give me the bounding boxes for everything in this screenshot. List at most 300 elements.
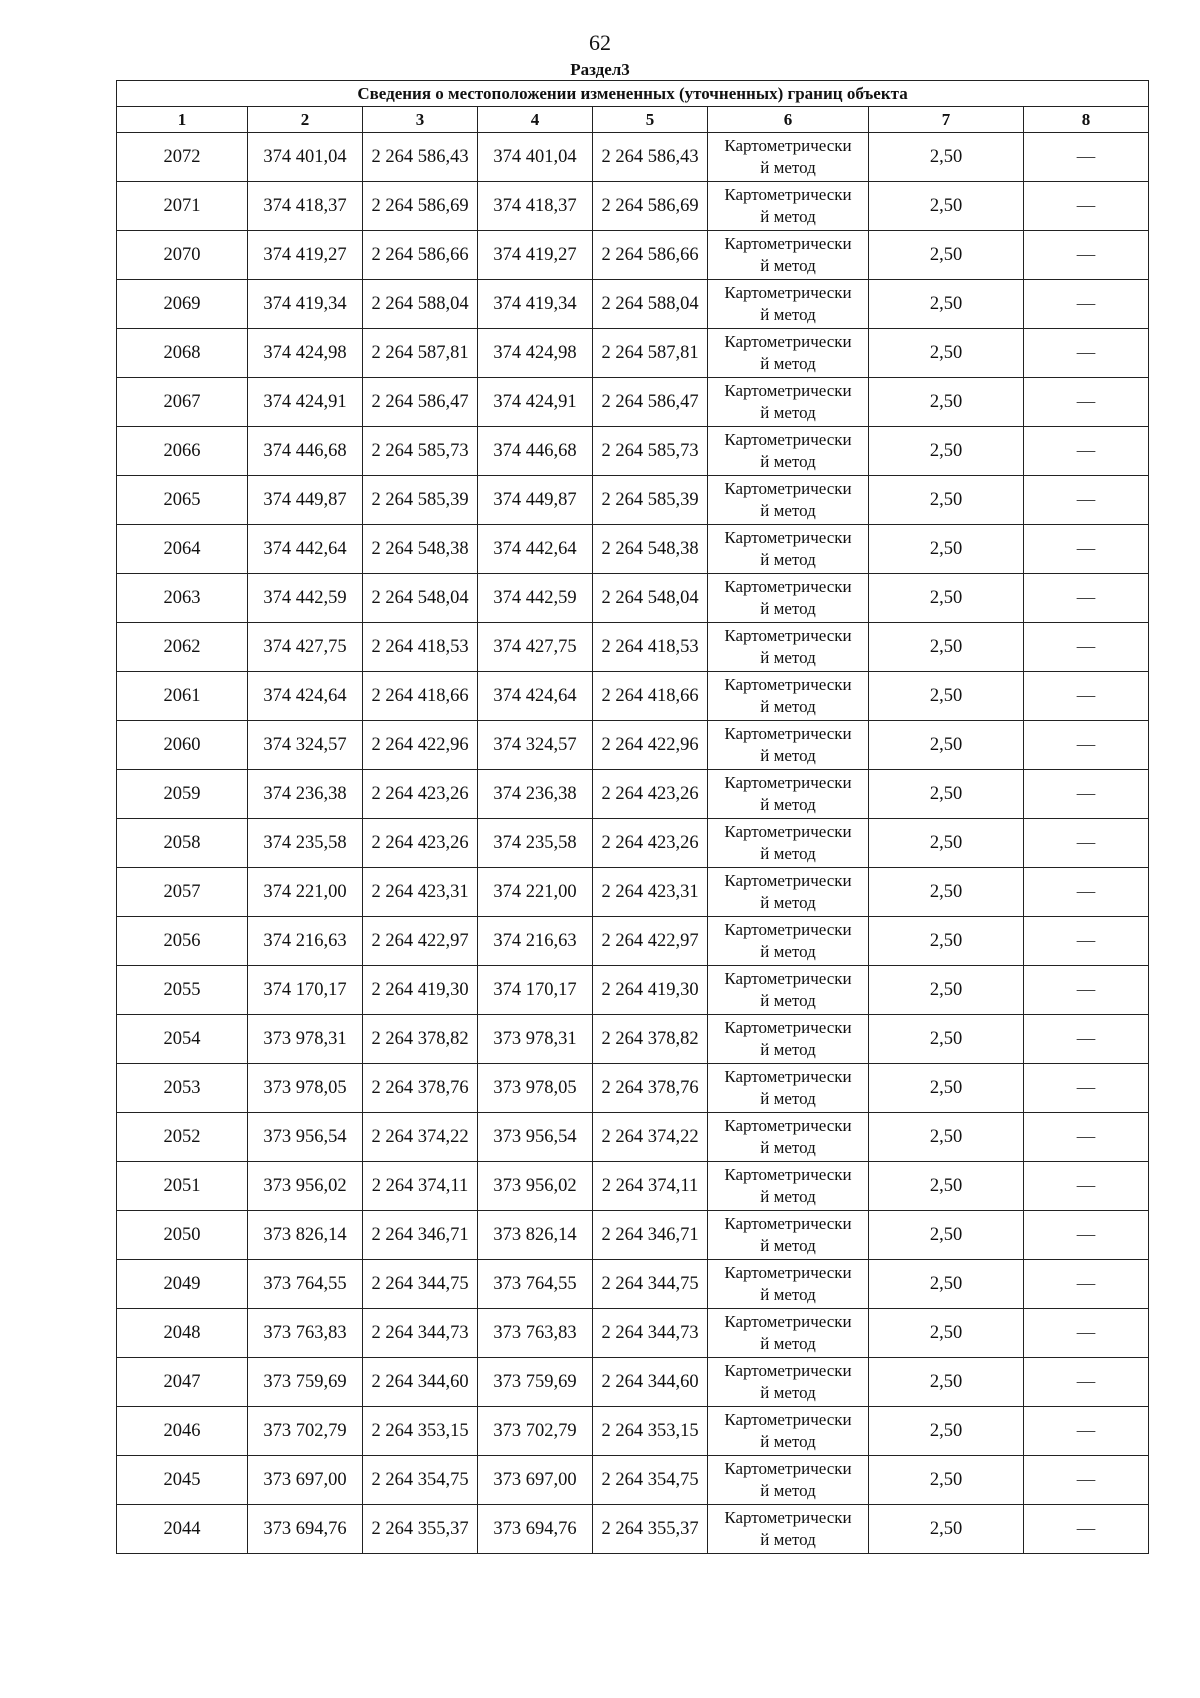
point-number: 2067 (117, 378, 248, 427)
column-number: 5 (593, 107, 708, 133)
column-number: 1 (117, 107, 248, 133)
point-number: 2044 (117, 1505, 248, 1554)
method-text-line-1: Картометрически (724, 675, 852, 694)
accuracy-value: 2,50 (869, 1015, 1024, 1064)
x-coordinate-new: 374 442,64 (478, 525, 593, 574)
accuracy-value: 2,50 (869, 1505, 1024, 1554)
empty-value-dash: — (1024, 280, 1149, 329)
point-number: 2053 (117, 1064, 248, 1113)
x-coordinate-old: 374 418,37 (248, 182, 363, 231)
method-text-line-1: Картометрически (724, 626, 852, 645)
accuracy-value: 2,50 (869, 231, 1024, 280)
method-text-line-1: Картометрически (724, 185, 852, 204)
y-coordinate-old: 2 264 353,15 (363, 1407, 478, 1456)
method-text-line-1: Картометрически (724, 920, 852, 939)
table-row (117, 574, 1149, 623)
y-coordinate-old: 2 264 548,04 (363, 574, 478, 623)
empty-value-dash: — (1024, 623, 1149, 672)
x-coordinate-new: 374 418,37 (478, 182, 593, 231)
y-coordinate-new: 2 264 355,37 (593, 1505, 708, 1554)
method-text-line-1: Картометрически (724, 1263, 852, 1282)
point-number: 2056 (117, 917, 248, 966)
y-coordinate-old: 2 264 419,30 (363, 966, 478, 1015)
y-coordinate-old: 2 264 374,22 (363, 1113, 478, 1162)
x-coordinate-old: 374 424,64 (248, 672, 363, 721)
y-coordinate-new: 2 264 418,66 (593, 672, 708, 721)
empty-value-dash: — (1024, 182, 1149, 231)
x-coordinate-old: 374 221,00 (248, 868, 363, 917)
y-coordinate-new: 2 264 586,43 (593, 133, 708, 182)
x-coordinate-new: 374 427,75 (478, 623, 593, 672)
empty-value-dash: — (1024, 1064, 1149, 1113)
x-coordinate-old: 374 235,58 (248, 819, 363, 868)
method-text-line-1: Картометрически (724, 283, 852, 302)
y-coordinate-new: 2 264 418,53 (593, 623, 708, 672)
method-text-line-2: й метод (760, 942, 816, 961)
method-text-line-2: й метод (760, 795, 816, 814)
method-text-line-1: Картометрически (724, 1410, 852, 1429)
empty-value-dash: — (1024, 329, 1149, 378)
table-row (117, 1064, 1149, 1113)
method-cell (708, 1358, 869, 1407)
accuracy-value: 2,50 (869, 721, 1024, 770)
x-coordinate-old: 374 419,27 (248, 231, 363, 280)
method-cell (708, 770, 869, 819)
table-body (117, 133, 1149, 1554)
table-row (117, 1113, 1149, 1162)
x-coordinate-old: 373 956,02 (248, 1162, 363, 1211)
empty-value-dash: — (1024, 721, 1149, 770)
x-coordinate-old: 374 401,04 (248, 133, 363, 182)
section-title: Раздел3 (570, 60, 630, 79)
method-text-line-1: Картометрически (724, 1361, 852, 1380)
method-cell (708, 1064, 869, 1113)
empty-value-dash: — (1024, 1505, 1149, 1554)
accuracy-value: 2,50 (869, 133, 1024, 182)
x-coordinate-old: 374 324,57 (248, 721, 363, 770)
method-text-line-2: й метод (760, 844, 816, 863)
y-coordinate-old: 2 264 378,76 (363, 1064, 478, 1113)
y-coordinate-new: 2 264 344,60 (593, 1358, 708, 1407)
empty-value-dash: — (1024, 1309, 1149, 1358)
y-coordinate-old: 2 264 585,73 (363, 427, 478, 476)
method-text-line-2: й метод (760, 305, 816, 324)
y-coordinate-new: 2 264 374,11 (593, 1162, 708, 1211)
x-coordinate-new: 373 956,54 (478, 1113, 593, 1162)
x-coordinate-new: 374 449,87 (478, 476, 593, 525)
point-number: 2064 (117, 525, 248, 574)
y-coordinate-old: 2 264 344,60 (363, 1358, 478, 1407)
y-coordinate-old: 2 264 344,75 (363, 1260, 478, 1309)
table-row (117, 966, 1149, 1015)
point-number: 2060 (117, 721, 248, 770)
y-coordinate-new: 2 264 588,04 (593, 280, 708, 329)
x-coordinate-new: 373 826,14 (478, 1211, 593, 1260)
method-cell (708, 329, 869, 378)
column-number: 6 (708, 107, 869, 133)
y-coordinate-new: 2 264 586,69 (593, 182, 708, 231)
empty-value-dash: — (1024, 525, 1149, 574)
y-coordinate-old: 2 264 423,26 (363, 819, 478, 868)
table-row (117, 280, 1149, 329)
method-cell (708, 378, 869, 427)
empty-value-dash: — (1024, 868, 1149, 917)
method-cell (708, 574, 869, 623)
empty-value-dash: — (1024, 1456, 1149, 1505)
x-coordinate-new: 374 170,17 (478, 966, 593, 1015)
method-text-line-1: Картометрически (724, 773, 852, 792)
table-row (117, 182, 1149, 231)
x-coordinate-old: 373 956,54 (248, 1113, 363, 1162)
y-coordinate-old: 2 264 586,66 (363, 231, 478, 280)
x-coordinate-new: 374 235,58 (478, 819, 593, 868)
empty-value-dash: — (1024, 133, 1149, 182)
method-text-line-2: й метод (760, 991, 816, 1010)
method-cell (708, 1407, 869, 1456)
method-text-line-2: й метод (760, 746, 816, 765)
y-coordinate-new: 2 264 586,47 (593, 378, 708, 427)
column-number: 7 (869, 107, 1024, 133)
method-cell (708, 182, 869, 231)
method-text-line-1: Картометрически (724, 724, 852, 743)
table-row (117, 770, 1149, 819)
x-coordinate-old: 373 697,00 (248, 1456, 363, 1505)
empty-value-dash: — (1024, 770, 1149, 819)
x-coordinate-old: 374 424,91 (248, 378, 363, 427)
method-text-line-2: й метод (760, 1530, 816, 1549)
column-number: 2 (248, 107, 363, 133)
y-coordinate-old: 2 264 378,82 (363, 1015, 478, 1064)
point-number: 2047 (117, 1358, 248, 1407)
y-coordinate-new: 2 264 587,81 (593, 329, 708, 378)
x-coordinate-old: 374 449,87 (248, 476, 363, 525)
x-coordinate-old: 373 763,83 (248, 1309, 363, 1358)
point-number: 2066 (117, 427, 248, 476)
y-coordinate-new: 2 264 419,30 (593, 966, 708, 1015)
empty-value-dash: — (1024, 1260, 1149, 1309)
x-coordinate-old: 374 236,38 (248, 770, 363, 819)
x-coordinate-new: 373 978,31 (478, 1015, 593, 1064)
y-coordinate-new: 2 264 423,26 (593, 770, 708, 819)
column-number: 8 (1024, 107, 1149, 133)
method-text-line-2: й метод (760, 1089, 816, 1108)
empty-value-dash: — (1024, 427, 1149, 476)
x-coordinate-old: 373 826,14 (248, 1211, 363, 1260)
x-coordinate-new: 374 424,91 (478, 378, 593, 427)
x-coordinate-old: 373 694,76 (248, 1505, 363, 1554)
method-text-line-1: Картометрически (724, 1067, 852, 1086)
method-cell (708, 819, 869, 868)
accuracy-value: 2,50 (869, 476, 1024, 525)
method-text-line-2: й метод (760, 599, 816, 618)
method-cell (708, 868, 869, 917)
method-cell (708, 231, 869, 280)
x-coordinate-new: 374 446,68 (478, 427, 593, 476)
accuracy-value: 2,50 (869, 1211, 1024, 1260)
method-text-line-2: й метод (760, 501, 816, 520)
method-text-line-1: Картометрически (724, 136, 852, 155)
y-coordinate-new: 2 264 548,04 (593, 574, 708, 623)
y-coordinate-new: 2 264 586,66 (593, 231, 708, 280)
x-coordinate-new: 373 759,69 (478, 1358, 593, 1407)
method-text-line-2: й метод (760, 1187, 816, 1206)
point-number: 2058 (117, 819, 248, 868)
table-row (117, 819, 1149, 868)
column-number-row (117, 107, 1149, 133)
empty-value-dash: — (1024, 476, 1149, 525)
method-cell (708, 1505, 869, 1554)
x-coordinate-old: 374 446,68 (248, 427, 363, 476)
x-coordinate-old: 374 419,34 (248, 280, 363, 329)
method-text-line-2: й метод (760, 354, 816, 373)
point-number: 2071 (117, 182, 248, 231)
point-number: 2046 (117, 1407, 248, 1456)
method-text-line-1: Картометрически (724, 1312, 852, 1331)
x-coordinate-new: 374 424,64 (478, 672, 593, 721)
method-text-line-2: й метод (760, 207, 816, 226)
y-coordinate-old: 2 264 344,73 (363, 1309, 478, 1358)
method-text-line-1: Картометрически (724, 822, 852, 841)
x-coordinate-new: 374 236,38 (478, 770, 593, 819)
accuracy-value: 2,50 (869, 1456, 1024, 1505)
method-text-line-2: й метод (760, 1040, 816, 1059)
method-cell (708, 1162, 869, 1211)
empty-value-dash: — (1024, 672, 1149, 721)
table-row (117, 1015, 1149, 1064)
method-text-line-2: й метод (760, 1138, 816, 1157)
x-coordinate-new: 374 419,27 (478, 231, 593, 280)
y-coordinate-new: 2 264 374,22 (593, 1113, 708, 1162)
method-cell (708, 476, 869, 525)
table-row (117, 1407, 1149, 1456)
method-text-line-1: Картометрически (724, 1018, 852, 1037)
x-coordinate-new: 374 424,98 (478, 329, 593, 378)
y-coordinate-new: 2 264 423,31 (593, 868, 708, 917)
y-coordinate-new: 2 264 344,75 (593, 1260, 708, 1309)
y-coordinate-new: 2 264 354,75 (593, 1456, 708, 1505)
y-coordinate-old: 2 264 588,04 (363, 280, 478, 329)
y-coordinate-old: 2 264 355,37 (363, 1505, 478, 1554)
method-text-line-1: Картометрически (724, 1116, 852, 1135)
empty-value-dash: — (1024, 574, 1149, 623)
x-coordinate-new: 374 419,34 (478, 280, 593, 329)
x-coordinate-old: 374 442,64 (248, 525, 363, 574)
point-number: 2051 (117, 1162, 248, 1211)
accuracy-value: 2,50 (869, 1162, 1024, 1211)
x-coordinate-old: 374 427,75 (248, 623, 363, 672)
method-text-line-2: й метод (760, 893, 816, 912)
accuracy-value: 2,50 (869, 819, 1024, 868)
accuracy-value: 2,50 (869, 623, 1024, 672)
table-row (117, 525, 1149, 574)
y-coordinate-old: 2 264 346,71 (363, 1211, 478, 1260)
accuracy-value: 2,50 (869, 1358, 1024, 1407)
table-row (117, 231, 1149, 280)
accuracy-value: 2,50 (869, 182, 1024, 231)
accuracy-value: 2,50 (869, 525, 1024, 574)
method-text-line-1: Картометрически (724, 381, 852, 400)
accuracy-value: 2,50 (869, 280, 1024, 329)
method-text-line-1: Картометрически (724, 479, 852, 498)
method-cell (708, 427, 869, 476)
table-row (117, 868, 1149, 917)
table-row (117, 1260, 1149, 1309)
y-coordinate-old: 2 264 374,11 (363, 1162, 478, 1211)
x-coordinate-new: 374 442,59 (478, 574, 593, 623)
method-text-line-2: й метод (760, 1236, 816, 1255)
method-cell (708, 1113, 869, 1162)
method-cell (708, 721, 869, 770)
method-text-line-1: Картометрически (724, 430, 852, 449)
y-coordinate-old: 2 264 422,96 (363, 721, 478, 770)
y-coordinate-new: 2 264 353,15 (593, 1407, 708, 1456)
point-number: 2068 (117, 329, 248, 378)
x-coordinate-new: 374 221,00 (478, 868, 593, 917)
empty-value-dash: — (1024, 966, 1149, 1015)
method-text-line-1: Картометрически (724, 871, 852, 890)
column-number: 3 (363, 107, 478, 133)
method-text-line-2: й метод (760, 697, 816, 716)
empty-value-dash: — (1024, 1113, 1149, 1162)
y-coordinate-old: 2 264 548,38 (363, 525, 478, 574)
method-cell (708, 1015, 869, 1064)
y-coordinate-new: 2 264 585,73 (593, 427, 708, 476)
y-coordinate-old: 2 264 585,39 (363, 476, 478, 525)
point-number: 2057 (117, 868, 248, 917)
coordinates-table (116, 80, 1149, 1554)
page-number: 62 (589, 30, 611, 55)
method-cell (708, 1456, 869, 1505)
y-coordinate-new: 2 264 422,97 (593, 917, 708, 966)
accuracy-value: 2,50 (869, 917, 1024, 966)
x-coordinate-old: 373 759,69 (248, 1358, 363, 1407)
table-caption-row (117, 81, 1149, 107)
y-coordinate-new: 2 264 548,38 (593, 525, 708, 574)
method-text-line-2: й метод (760, 158, 816, 177)
accuracy-value: 2,50 (869, 868, 1024, 917)
empty-value-dash: — (1024, 1211, 1149, 1260)
y-coordinate-old: 2 264 423,31 (363, 868, 478, 917)
method-text-line-1: Картометрически (724, 1214, 852, 1233)
x-coordinate-old: 373 978,31 (248, 1015, 363, 1064)
method-cell (708, 672, 869, 721)
method-text-line-1: Картометрически (724, 969, 852, 988)
method-text-line-1: Картометрически (724, 1165, 852, 1184)
method-text-line-2: й метод (760, 1432, 816, 1451)
accuracy-value: 2,50 (869, 1113, 1024, 1162)
table-row (117, 476, 1149, 525)
point-number: 2062 (117, 623, 248, 672)
point-number: 2045 (117, 1456, 248, 1505)
accuracy-value: 2,50 (869, 574, 1024, 623)
empty-value-dash: — (1024, 819, 1149, 868)
method-cell (708, 280, 869, 329)
y-coordinate-old: 2 264 586,47 (363, 378, 478, 427)
y-coordinate-old: 2 264 423,26 (363, 770, 478, 819)
x-coordinate-new: 373 702,79 (478, 1407, 593, 1456)
x-coordinate-old: 374 442,59 (248, 574, 363, 623)
method-text-line-2: й метод (760, 452, 816, 471)
table-row (117, 329, 1149, 378)
table-caption: Сведения о местоположении измененных (уточненных) границ объекта (117, 81, 1149, 107)
table-row (117, 133, 1149, 182)
y-coordinate-old: 2 264 422,97 (363, 917, 478, 966)
table-row (117, 427, 1149, 476)
table-row (117, 1505, 1149, 1554)
point-number: 2061 (117, 672, 248, 721)
point-number: 2059 (117, 770, 248, 819)
point-number: 2072 (117, 133, 248, 182)
accuracy-value: 2,50 (869, 329, 1024, 378)
point-number: 2048 (117, 1309, 248, 1358)
accuracy-value: 2,50 (869, 427, 1024, 476)
method-text-line-2: й метод (760, 648, 816, 667)
y-coordinate-old: 2 264 418,66 (363, 672, 478, 721)
point-number: 2052 (117, 1113, 248, 1162)
accuracy-value: 2,50 (869, 966, 1024, 1015)
point-number: 2069 (117, 280, 248, 329)
method-text-line-2: й метод (760, 1383, 816, 1402)
point-number: 2065 (117, 476, 248, 525)
empty-value-dash: — (1024, 1358, 1149, 1407)
y-coordinate-old: 2 264 586,43 (363, 133, 478, 182)
method-text-line-1: Картометрически (724, 528, 852, 547)
method-cell (708, 966, 869, 1015)
method-text-line-2: й метод (760, 1481, 816, 1500)
y-coordinate-old: 2 264 418,53 (363, 623, 478, 672)
x-coordinate-new: 373 694,76 (478, 1505, 593, 1554)
accuracy-value: 2,50 (869, 1064, 1024, 1113)
empty-value-dash: — (1024, 1162, 1149, 1211)
table-row (117, 917, 1149, 966)
method-cell (708, 1211, 869, 1260)
x-coordinate-old: 374 170,17 (248, 966, 363, 1015)
method-text-line-2: й метод (760, 403, 816, 422)
accuracy-value: 2,50 (869, 1309, 1024, 1358)
method-text-line-2: й метод (760, 1334, 816, 1353)
y-coordinate-new: 2 264 378,76 (593, 1064, 708, 1113)
y-coordinate-new: 2 264 422,96 (593, 721, 708, 770)
method-cell (708, 1309, 869, 1358)
table-row (117, 721, 1149, 770)
point-number: 2054 (117, 1015, 248, 1064)
point-number: 2063 (117, 574, 248, 623)
method-cell (708, 525, 869, 574)
accuracy-value: 2,50 (869, 672, 1024, 721)
y-coordinate-new: 2 264 344,73 (593, 1309, 708, 1358)
point-number: 2070 (117, 231, 248, 280)
column-number: 4 (478, 107, 593, 133)
x-coordinate-old: 374 424,98 (248, 329, 363, 378)
x-coordinate-old: 374 216,63 (248, 917, 363, 966)
y-coordinate-old: 2 264 587,81 (363, 329, 478, 378)
method-text-line-2: й метод (760, 1285, 816, 1304)
method-text-line-1: Картометрически (724, 234, 852, 253)
method-cell (708, 133, 869, 182)
method-text-line-1: Картометрически (724, 577, 852, 596)
method-text-line-2: й метод (760, 550, 816, 569)
empty-value-dash: — (1024, 378, 1149, 427)
method-cell (708, 623, 869, 672)
y-coordinate-old: 2 264 586,69 (363, 182, 478, 231)
accuracy-value: 2,50 (869, 1407, 1024, 1456)
x-coordinate-new: 374 216,63 (478, 917, 593, 966)
table-row (117, 1309, 1149, 1358)
table-row (117, 378, 1149, 427)
x-coordinate-new: 373 978,05 (478, 1064, 593, 1113)
x-coordinate-new: 373 956,02 (478, 1162, 593, 1211)
empty-value-dash: — (1024, 231, 1149, 280)
